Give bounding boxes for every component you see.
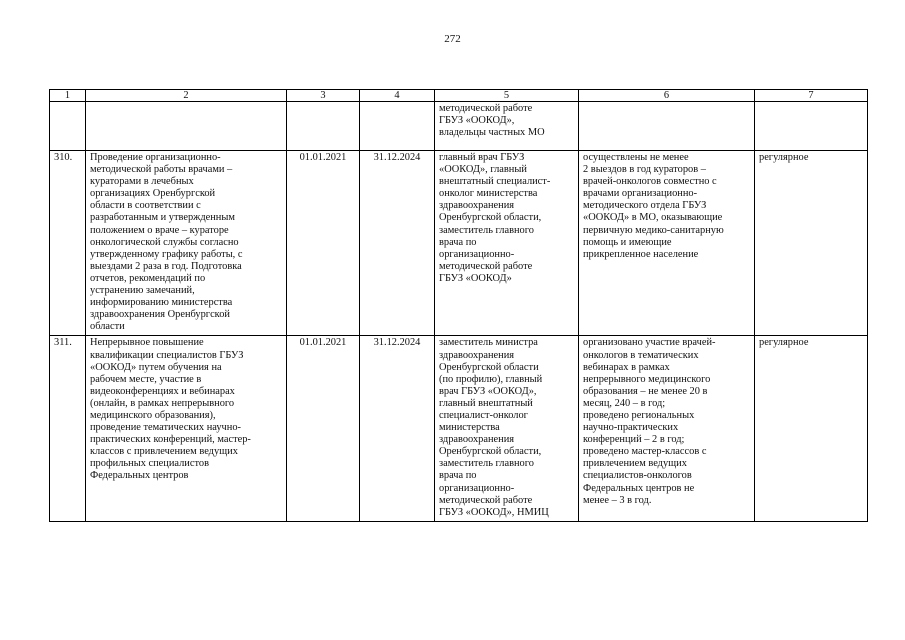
- text-line: методической работе: [439, 260, 533, 272]
- text-line: непрерывного медицинского: [583, 373, 711, 385]
- text-line: выездами 2 раза в год. Подготовка: [90, 260, 242, 272]
- col-header-2: 2: [86, 90, 287, 102]
- end-date: 31.12.2024: [360, 336, 435, 521]
- col-header-5: 5: [435, 90, 579, 102]
- text-line: рабочем месте, участие в: [90, 373, 202, 385]
- end-date: 31.12.2024: [360, 151, 435, 336]
- text-line: менее – 3 в год.: [583, 494, 652, 506]
- text-line: информированию министерства: [90, 297, 233, 309]
- text-line: квалификации специалистов ГБУЗ: [90, 349, 244, 361]
- text-line: методического отдела ГБУЗ: [583, 200, 707, 212]
- text-line: организационно-: [439, 482, 515, 494]
- text-line: организациях Оренбургской: [90, 188, 216, 200]
- text-line: проведено мастер-классов с: [583, 446, 707, 458]
- text-line: онкологов в тематических: [583, 349, 699, 361]
- text-line: «ООКОД», главный: [439, 164, 527, 176]
- text-line: онколог министерства: [439, 188, 538, 200]
- text-line: прикрепленное население: [583, 248, 699, 260]
- start-date: 01.01.2021: [287, 151, 360, 336]
- text-line: медицинского образования),: [90, 409, 216, 421]
- page-number: 272: [444, 33, 461, 45]
- text-line: специалист-онколог: [439, 409, 528, 421]
- text-line: отчетов, рекомендаций по: [90, 272, 206, 284]
- text-line: области в соответствии с: [90, 200, 201, 212]
- text-line: врач ГБУЗ «ООКОД»,: [439, 385, 537, 397]
- text-line: врачей-онкологов совместно с: [583, 176, 717, 188]
- text-line: практических конференций, мастер-: [90, 434, 251, 446]
- text-line: методической работе: [439, 494, 533, 506]
- table-row: [50, 336, 868, 521]
- text-line: заместитель главного: [439, 224, 534, 236]
- text-line: вебинарах в рамках: [583, 361, 670, 373]
- text-line: конференций – 2 в год;: [583, 434, 685, 446]
- table-row: [50, 151, 868, 336]
- text-line: видеоконференциях и вебинарах: [90, 385, 235, 397]
- text-line: методической работы врачами –: [90, 164, 233, 176]
- responsible-cell: [435, 151, 579, 336]
- text-line: онкологической службы согласно: [90, 236, 239, 248]
- activity-cell: [86, 151, 287, 336]
- col-header-6: 6: [579, 90, 755, 102]
- responsible-cell: [435, 336, 579, 521]
- text-line: классов с привлечением ведущих: [90, 446, 238, 458]
- result-cell: [579, 336, 755, 521]
- text-line: «ООКОД» в МО, оказывающие: [583, 212, 723, 224]
- text-line: ГБУЗ «ООКОД»: [439, 272, 512, 284]
- row-number: 310.: [50, 151, 86, 336]
- activity-cell: [86, 336, 287, 521]
- text-line: здравоохранения: [439, 434, 515, 446]
- col-header-4: 4: [360, 90, 435, 102]
- text-line: специалистов-онкологов: [583, 470, 692, 482]
- text-line: врачами организационно-: [583, 188, 698, 200]
- text-line: здравоохранения: [439, 349, 515, 361]
- text-line: Непрерывное повышение: [90, 337, 204, 349]
- text-line: 2 выездов в год кураторов –: [583, 164, 706, 176]
- text-line: «ООКОД» путем обучения на: [90, 361, 222, 373]
- continuation-row: [50, 102, 868, 151]
- text-line: министерства: [439, 422, 500, 434]
- text-line: утвержденному графику работы, с: [90, 248, 243, 260]
- text-line: Федеральных центров: [90, 470, 189, 482]
- text-line: заместитель министра: [439, 337, 538, 349]
- text-line: привлечением ведущих: [583, 458, 687, 470]
- text-line: главный внештатный: [439, 397, 533, 409]
- text-line: Федеральных центров не: [583, 482, 695, 494]
- text-line: организационно-: [439, 248, 515, 260]
- text-line: ГБУЗ «ООКОД», НМИЦ: [439, 506, 549, 518]
- plan-table: [49, 89, 868, 522]
- text-line: методической работе: [439, 103, 533, 114]
- text-line: врача по: [439, 236, 477, 248]
- result-cell: [579, 151, 755, 336]
- text-line: здравоохранения: [439, 200, 515, 212]
- text-line: здравоохранения Оренбургской: [90, 309, 230, 321]
- text-line: помощь и имеющие: [583, 236, 672, 248]
- text-line: устранению замечаний,: [90, 285, 195, 297]
- text-line: проведено региональных: [583, 409, 695, 421]
- text-line: организовано участие врачей-: [583, 337, 716, 349]
- text-line: области: [90, 321, 125, 333]
- continuation-responsible-cell: [435, 102, 579, 151]
- col-header-7: 7: [755, 90, 868, 102]
- text-line: врача по: [439, 470, 477, 482]
- text-line: ГБУЗ «ООКОД»,: [439, 115, 515, 127]
- text-line: Оренбургской области,: [439, 446, 542, 458]
- text-line: месяц, 240 – в год;: [583, 397, 666, 409]
- text-line: образования – не менее 20 в: [583, 385, 708, 397]
- text-line: положением о враче – кураторе: [90, 224, 229, 236]
- text-line: профильных специалистов: [90, 458, 209, 470]
- text-line: внештатный специалист-: [439, 176, 551, 188]
- column-number-row: [50, 90, 868, 102]
- text-line: (по профилю), главный: [439, 373, 543, 385]
- text-line: (онлайн, в рамках непрерывного: [90, 397, 235, 409]
- execution-type: регулярное: [755, 336, 868, 521]
- col-header-3: 3: [287, 90, 360, 102]
- text-line: Оренбургской области,: [439, 212, 542, 224]
- text-line: первичную медико-санитарную: [583, 224, 724, 236]
- text-line: научно-практических: [583, 422, 679, 434]
- row-number: 311.: [50, 336, 86, 521]
- text-line: владельцы частных МО: [439, 127, 545, 139]
- execution-type: регулярное: [755, 151, 868, 336]
- text-line: проведение тематических научно-: [90, 422, 241, 434]
- text-line: кураторами в лечебных: [90, 176, 194, 188]
- col-header-1: 1: [50, 90, 86, 102]
- text-line: главный врач ГБУЗ: [439, 152, 525, 163]
- text-line: Оренбургской области: [439, 361, 539, 373]
- text-line: разработанным и утвержденным: [90, 212, 235, 224]
- text-line: осуществлены не менее: [583, 152, 689, 163]
- start-date: 01.01.2021: [287, 336, 360, 521]
- text-line: заместитель главного: [439, 458, 534, 470]
- text-line: Проведение организационно-: [90, 152, 221, 163]
